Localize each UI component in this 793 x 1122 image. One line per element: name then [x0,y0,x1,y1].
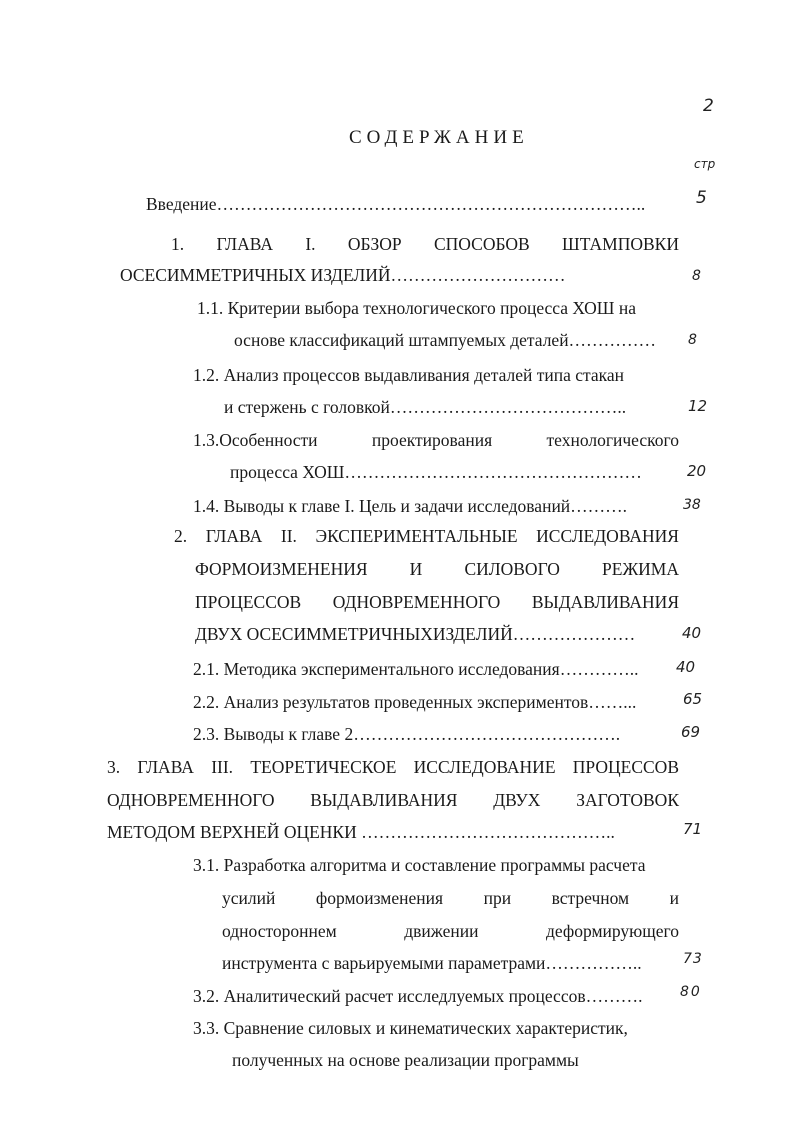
toc-section-3-1-line-4: инструмента с варьируемыми параметрами…………….. [222,953,642,973]
toc-section-1-2-line-1: 1.2. Анализ процессов выдавливания деталей типа стакан [193,365,625,385]
toc-page-3-1: 73 [683,951,703,967]
toc-section-2-2: 2.2. Анализ результатов проведенных экспериментов……... [193,692,637,712]
toc-section-2-3: 2.3. Выводы к главе 2………………………………………. [193,724,621,744]
toc-section-3-3-line-1: 3.3. Сравнение силовых и кинематических характеристик, [193,1018,628,1038]
toc-section-2-1: 2.1. Методика экспериментального исследования………….. [193,659,639,679]
toc-chapter-2-line-1: 2. ГЛАВА II. ЭКСПЕРИМЕНТАЛЬНЫЕ ИССЛЕДОВАНИЯ [174,526,679,546]
toc-page-1-2: 12 [688,397,708,415]
toc-chapter-1-line-1: 1. ГЛАВА I. ОБЗОР СПОСОБОВ ШТАМПОВКИ [171,234,679,254]
toc-entry-intro: Введение……………………………………………………………….. [146,194,646,214]
toc-page-2-1: 40 [676,658,696,676]
toc-page-2-2: 65 [683,690,703,708]
toc-chapter-3-line-2: ОДНОВРЕМЕННОГО ВЫДАВЛИВАНИЯ ДВУХ ЗАГОТОВОК [107,790,679,810]
page-number: 2 [703,96,714,116]
toc-section-3-3-line-2: полученных на основе реализации программы [232,1050,579,1070]
toc-page-1-3: 20 [687,462,707,480]
toc-section-1-1-line-1: 1.1. Критерии выбора технологического процесса ХОШ на [197,298,636,318]
toc-chapter-2-line-2: ФОРМОИЗМЕНЕНИЯ И СИЛОВОГО РЕЖИМА [195,559,679,579]
toc-page-intro: 5 [696,188,707,208]
toc-page-2-3: 69 [681,723,701,741]
toc-page-chapter-3: 71 [683,820,703,838]
toc-section-3-1-line-2: усилий формоизменения при встречном и [222,888,679,908]
toc-section-1-3-line-1: 1.3.Особенности проектирования технологического [193,430,679,450]
toc-chapter-2-line-4: ДВУХ ОСЕСИММЕТРИЧНЫХИЗДЕЛИЙ………………… [195,624,636,644]
toc-page-1-1: 8 [688,332,697,348]
toc-page-1-4: 38 [683,497,701,513]
page-title: СОДЕРЖАНИЕ [349,127,529,148]
toc-section-1-2-line-2: и стержень с головкой………………………………….. [224,397,627,417]
page-column-header: стр [694,157,716,171]
toc-section-3-1-line-3: одностороннем движении деформирующего [222,921,679,941]
toc-chapter-3-line-1: 3. ГЛАВА III. ТЕОРЕТИЧЕСКОЕ ИССЛЕДОВАНИЕ ПРОЦЕССОВ [107,757,679,777]
toc-section-1-1-line-2: основе классификаций штампуемых деталей…………… [234,330,657,350]
toc-chapter-3-line-3: МЕТОДОМ ВЕРХНЕЙ ОЦЕНКИ …………………………………….. [107,822,615,842]
toc-page-3-2: 80 [680,984,702,1000]
toc-section-3-2: 3.2. Аналитический расчет исследлуемых процессов………. [193,986,643,1006]
toc-page-chapter-1: 8 [692,268,701,284]
toc-section-1-3-line-2: процесса ХОШ…………………………………………… [230,462,642,482]
toc-page-chapter-2: 40 [682,624,702,642]
toc-chapter-2-line-3: ПРОЦЕССОВ ОДНОВРЕМЕННОГО ВЫДАВЛИВАНИЯ [195,592,679,612]
toc-section-3-1-line-1: 3.1. Разработка алгоритма и составление программы расчета [193,855,646,875]
toc-chapter-1-line-2: ОСЕСИММЕТРИЧНЫХ ИЗДЕЛИЙ………………………… [120,265,566,285]
toc-section-1-4: 1.4. Выводы к главе I. Цель и задачи исследований………. [193,496,628,516]
